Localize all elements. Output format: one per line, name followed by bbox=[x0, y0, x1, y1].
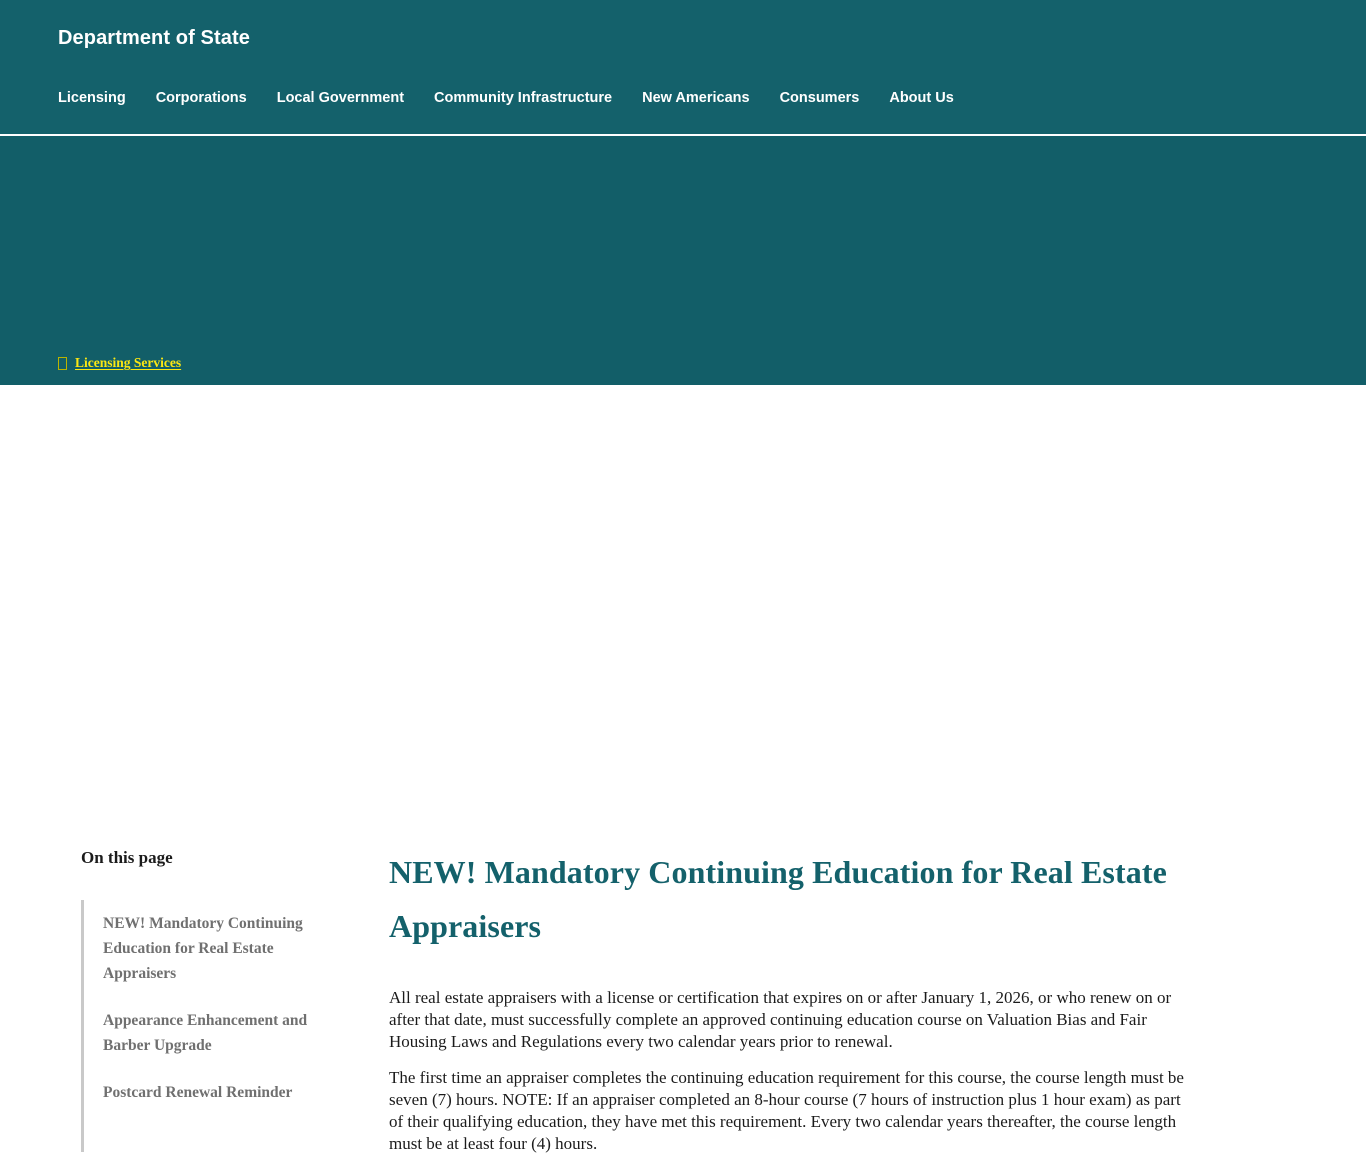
nav-item-local-government[interactable]: Local Government bbox=[276, 90, 405, 106]
site-header bbox=[0, 0, 1366, 136]
table-of-contents bbox=[81, 900, 331, 1152]
article-heading: NEW! Mandatory Continuing Education for Real Estate Appraisers bbox=[389, 854, 1167, 944]
toc-link-appearance-enhancement-barber-upgrade[interactable]: Appearance Enhancement and Barber Upgrade bbox=[103, 1012, 308, 1054]
back-arrow-icon bbox=[58, 357, 67, 370]
article-paragraph-2: The first time an appraiser completes the continuing education requirement for this course, the course length must be seven (7) hours. NOTE: If an appraiser completed an 8-hour course (7 hours of instruction plus 1 hour exam) as part of their qualifying education, they have met this requirement. Every two calendar years thereafter, the course length must be at least four (4) hours. bbox=[389, 1068, 1184, 1153]
list-item bbox=[84, 997, 331, 1069]
nav-item-corporations[interactable]: Corporations bbox=[155, 90, 247, 106]
nav-item-licensing[interactable]: Licensing bbox=[58, 90, 126, 106]
main-article bbox=[389, 845, 1191, 1169]
nav-item-about-us[interactable]: About Us bbox=[889, 90, 954, 106]
list-item bbox=[84, 900, 331, 997]
nav-item-consumers[interactable]: Consumers bbox=[779, 90, 860, 106]
nav-item-community-infrastructure[interactable]: Community Infrastructure bbox=[434, 90, 613, 106]
article-paragraph-1: All real estate appraisers with a license or certification that expires on or after January 1, 2026, or who renew on or after that date, must successfully complete an approved continuing education course on Valuation Bias and Fair Housing Laws and Regulations every two calendar years prior to renewal. bbox=[389, 988, 1172, 1051]
nav-item-new-americans[interactable]: New Americans bbox=[642, 90, 750, 106]
breadcrumb-link-licensing-services[interactable]: Licensing Services bbox=[75, 355, 182, 370]
breadcrumb bbox=[58, 355, 181, 371]
main-navigation bbox=[58, 88, 954, 108]
on-this-page-sidebar bbox=[81, 847, 331, 1152]
hero-banner bbox=[0, 136, 1366, 385]
site-title: Department of State bbox=[58, 27, 250, 49]
toc-link-mandatory-continuing-education[interactable]: NEW! Mandatory Continuing Education for Real Estate Appraisers bbox=[103, 915, 303, 982]
toc-link-postcard-renewal-reminder[interactable]: Postcard Renewal Reminder bbox=[103, 1084, 293, 1101]
sidebar-heading: On this page bbox=[81, 848, 173, 867]
content-area bbox=[0, 385, 1366, 1153]
list-item bbox=[84, 1069, 331, 1116]
